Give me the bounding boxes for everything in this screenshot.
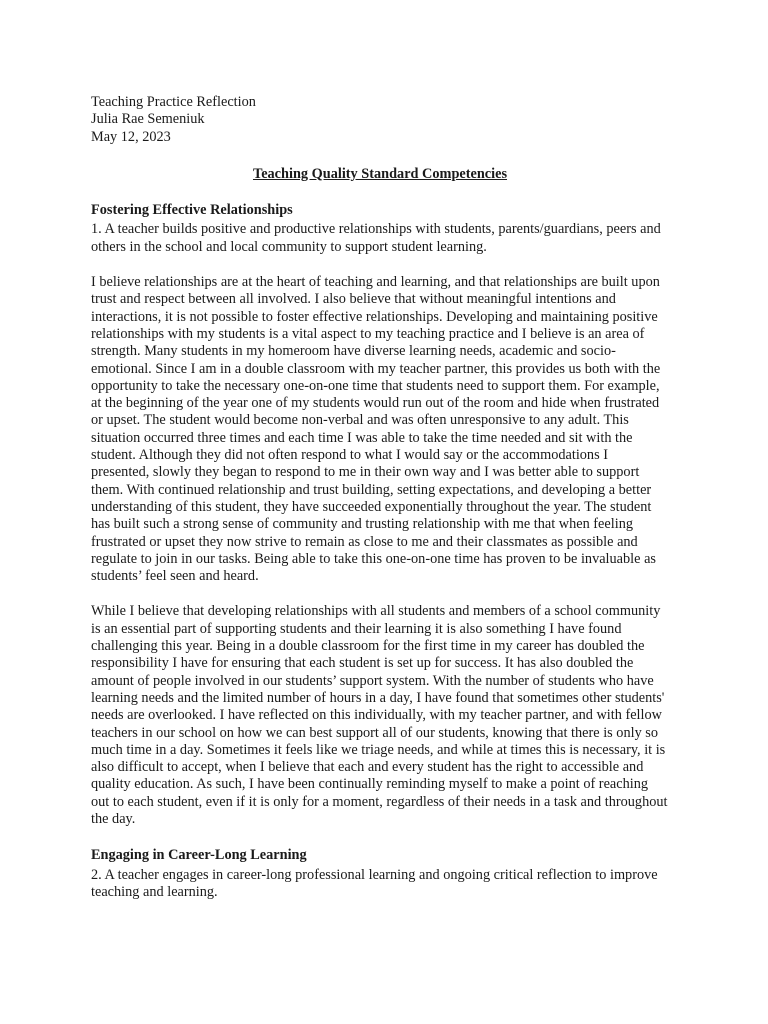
document-title: Teaching Quality Standard Competencies xyxy=(252,165,508,182)
section-heading: Fostering Effective Relationships xyxy=(91,202,293,219)
body-paragraph: I believe relationships are at the heart of teaching and learning, and that relationships are built upon trust and respect between all involved. I also believe that without meaningful intentions and interactions, it is not possible to foster effective relationships. Developing and maintaining positive relationships with my students is a vital aspect to my teaching practice and I believe is an area of strength. Many students in my homeroom have diverse learning needs, academic and socio-emotional. Since I am in a double classroom with my teacher partner, this provides us both with the opportunity to take the necessary one-on-one time that students need to support them. For example, at the beginning of the year one of my students would run out of the room and hide when frustrated or upset. The student would become non-verbal and was often unresponsive to any adult. This situation occurred three times and each time I was able to take the time needed and sit with the student. Although they did not often respond to what I would say or the accommodations I presented, slowly they began to respond to me in their own way and I was better able to support them. With continued relationship and trust building, setting expectations, and developing a better understanding of this student, they have succeeded exponentially throughout the year. The student has built such a strong sense of community and trusting relationship with me that when feeling frustrated or upset they now strive to remain as close to me and their classmates as possible and regulate to join in our tasks. Being able to take this one-on-one time has proven to be invaluable as students’ feel seen and heard. xyxy=(91,274,661,585)
header-title: Teaching Practice Reflection xyxy=(91,94,256,110)
author-name: Julia Rae Semeniuk xyxy=(91,111,205,128)
document-page xyxy=(91,94,669,901)
document-date: May 12, 2023 xyxy=(91,128,171,145)
section-heading: Engaging in Career-Long Learning xyxy=(91,847,307,864)
competency-statement: 1. A teacher builds positive and productive relationships with students, parents/guardians, peers and others in the school and local community to support student learning. xyxy=(91,221,661,255)
body-paragraph: While I believe that developing relationships with all students and members of a school community is an essential part of supporting students and their learning it is also something I have found challenging this year. Being in a double classroom for the first time in my career has doubled the responsibility I have for ensuring that each student is set up for success. It has also doubled the amount of people involved in our students’ support system. With the number of students who have learning needs and the limited number of hours in a day, I have found that sometimes other students' needs are overlooked. I have reflected on this individually, with my teacher partner, and with fellow teachers in our school on how we can best support all of our students, knowing that there is only so much time in a day. Sometimes it feels like we triage needs, and while at times this is necessary, it is also difficult to accept, when I believe that each and every student has the right to accessible and quality education. As such, I have been continually reminding myself to make a point of reaching out to each student, even if it is only for a moment, regardless of their needs in a task and throughout the day. xyxy=(91,603,668,827)
section-career-long-learning xyxy=(91,847,669,901)
competency-statement: 2. A teacher engages in career-long professional learning and ongoing critical reflection to improve teaching and learning. xyxy=(91,866,658,900)
document-header xyxy=(91,94,669,146)
section-fostering-relationships xyxy=(91,202,669,828)
